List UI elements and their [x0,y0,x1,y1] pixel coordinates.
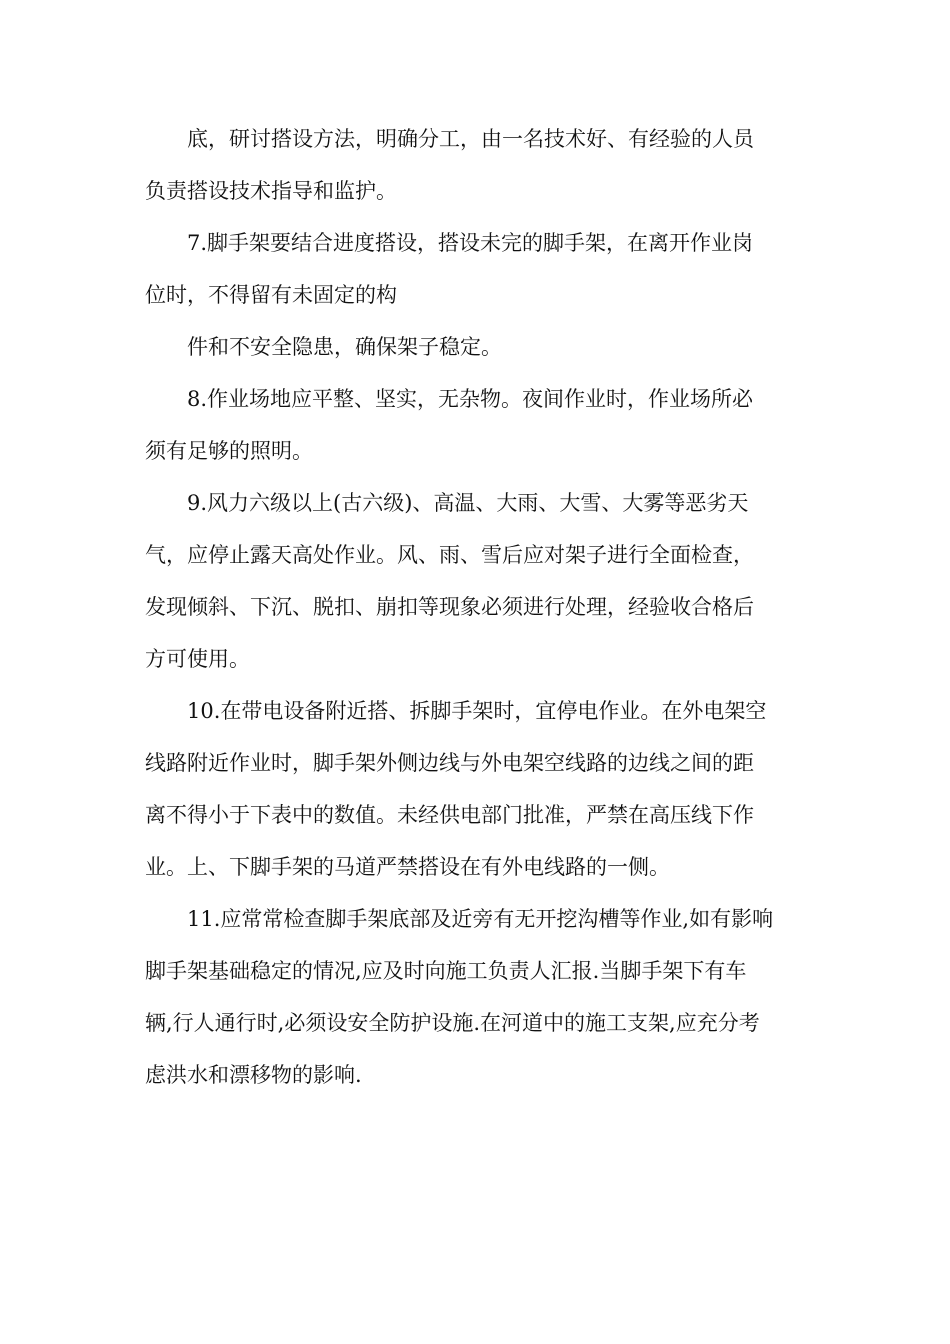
paragraph-line: 件和不安全隐患，确保架子稳定。 [187,335,502,359]
document-body [145,113,810,1101]
paragraph-line: 发现倾斜、下沉、脱扣、崩扣等现象必须进行处理，经验收合格后 [145,595,754,619]
paragraph-line: 位时，不得留有未固定的构 [145,283,397,307]
paragraph-line: 方可使用。 [145,647,250,671]
paragraph-5 [145,477,810,685]
paragraph-7 [145,893,810,1101]
paragraph-line: 11.应常常检查脚手架底部及近旁有无开挖沟槽等作业,如有影响 [187,907,774,931]
paragraph-line: 虑洪水和漂移物的影响. [145,1063,362,1087]
paragraph-1 [145,113,810,217]
paragraph-line: 8.作业场地应平整、坚实，无杂物。夜间作业时，作业场所必 [187,387,754,411]
paragraph-line: 底，研讨搭设方法，明确分工，由一名技术好、有经验的人员 [187,127,754,151]
paragraph-2 [145,217,810,321]
paragraph-line: 气，应停止露天高处作业。风、雨、雪后应对架子进行全面检查， [145,543,754,567]
paragraph-line: 离不得小于下表中的数值。未经供电部门批准，严禁在高压线下作 [145,803,754,827]
paragraph-line: 负责搭设技术指导和监护。 [145,179,397,203]
paragraph-line: 10.在带电设备附近搭、拆脚手架时，宜停电作业。在外电架空 [187,699,767,723]
paragraph-line: 辆,行人通行时,必须设安全防护设施.在河道中的施工支架,应充分考 [145,1011,760,1035]
paragraph-line: 脚手架基础稳定的情况,应及时向施工负责人汇报.当脚手架下有车 [145,959,747,983]
paragraph-line: 线路附近作业时，脚手架外侧边线与外电架空线路的边线之间的距 [145,751,754,775]
paragraph-line: 7.脚手架要结合进度搭设，搭设未完的脚手架，在离开作业岗 [187,231,754,255]
paragraph-line: 须有足够的照明。 [145,439,313,463]
paragraph-4 [145,373,810,477]
paragraph-6 [145,685,810,893]
paragraph-line: 业。上、下脚手架的马道严禁搭设在有外电线路的一侧。 [145,855,670,879]
paragraph-3 [145,321,810,373]
paragraph-line: 9.风力六级以上(古六级)、高温、大雨、大雪、大雾等恶劣天 [187,491,749,515]
